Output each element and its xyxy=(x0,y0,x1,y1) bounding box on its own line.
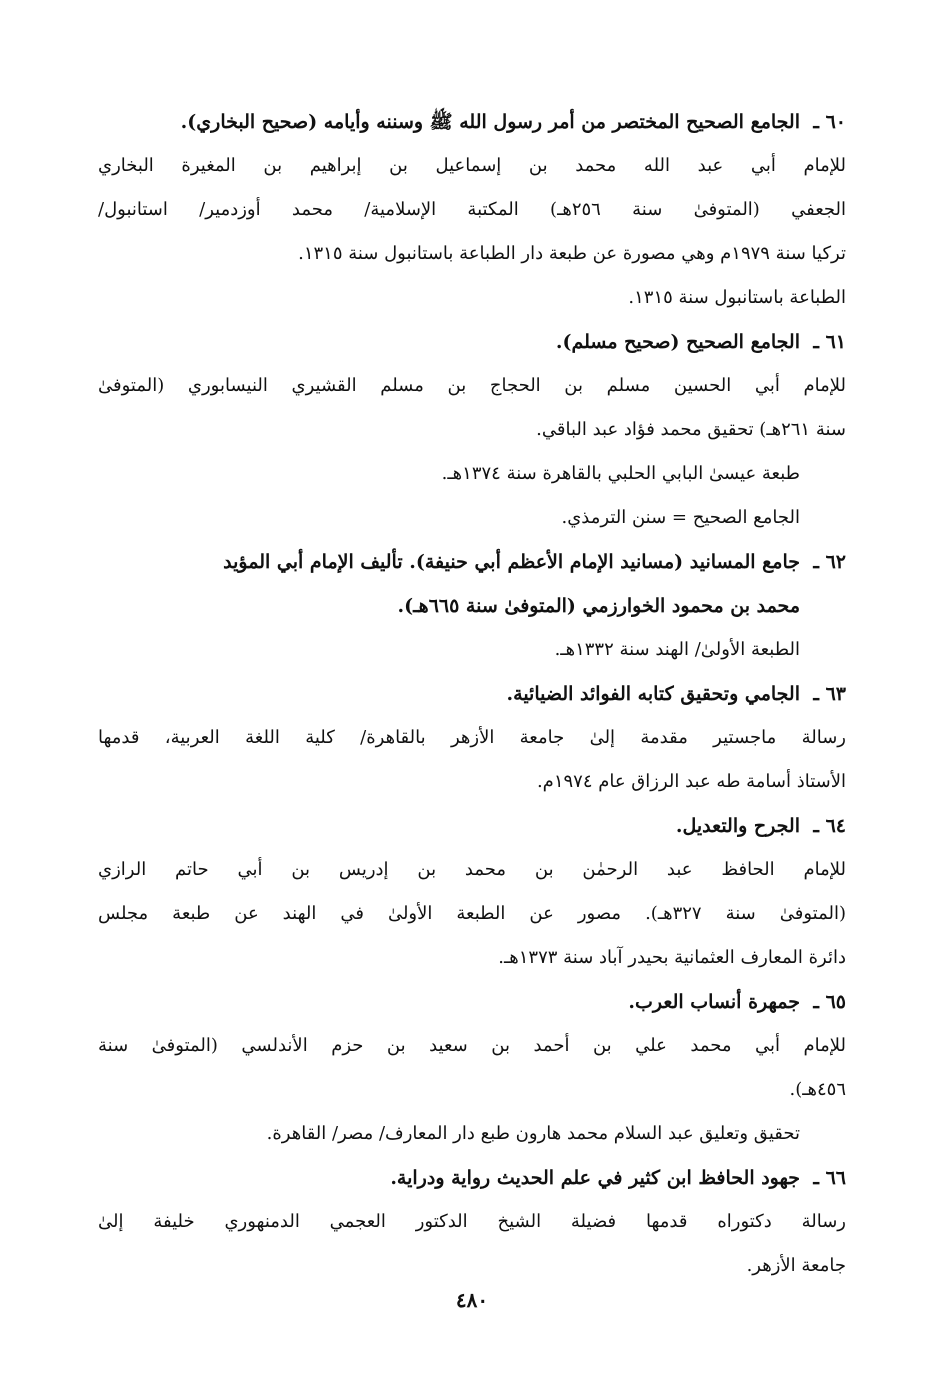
entry-line: للإمام أبي محمد علي بن أحمد بن سعيد بن حزم الأندلسي (المتوفىٰ سنة xyxy=(98,1035,846,1056)
entry-63 xyxy=(98,672,846,804)
entry-61 xyxy=(98,320,846,540)
entry-title: الجرح والتعديل. xyxy=(675,815,800,837)
entry-line: للإمام أبي عبد الله محمد بن إسماعيل بن إبراهيم بن المغيرة البخاري xyxy=(98,155,846,176)
entry-title: جمهرة أنساب العرب. xyxy=(628,991,800,1013)
entry-number: ٦٥ ـ xyxy=(813,991,846,1013)
entry-title: جامع المسانيد (مسانيد الإمام الأعظم أبي حنيفة). تأليف الإمام أبي المؤيد xyxy=(223,551,800,573)
entry-title: الجامع الصحيح المختصر من أمر رسول الله ﷺ وسننه وأيامه (صحيح البخاري). xyxy=(180,111,800,133)
entry-line: سنة ٢٦١هـ) تحقيق محمد فؤاد عبد الباقي. xyxy=(536,419,846,440)
entry-line: للإمام أبي الحسين مسلم بن الحجاج بن مسلم القشيري النيسابوري (المتوفىٰ xyxy=(98,375,846,396)
entry-line: الجعفي (المتوفىٰ سنة ٢٥٦هـ) المكتبة الإسلامية/ محمد أوزدمير/ استانبول/ xyxy=(98,199,846,220)
entry-heading xyxy=(98,980,846,1024)
entry-number: ٦٢ ـ xyxy=(813,551,846,573)
entry-heading xyxy=(98,1156,846,1200)
entry-65 xyxy=(98,980,846,1156)
entry-line: رسالة ماجستير مقدمة إلىٰ جامعة الأزهر بالقاهرة/ كلية اللغة العربية، قدمها xyxy=(98,727,846,748)
entry-heading xyxy=(98,672,846,716)
entry-line: الطباعة باستانبول سنة ١٣١٥. xyxy=(628,287,846,308)
entry-number: ٦٤ ـ xyxy=(813,815,846,837)
entry-62 xyxy=(98,540,846,672)
entry-line: تحقيق وتعليق عبد السلام محمد هارون طبع دار المعارف/ مصر/ القاهرة. xyxy=(266,1123,800,1144)
entry-64 xyxy=(98,804,846,980)
entry-heading xyxy=(98,100,846,144)
entry-line: طبعة عيسىٰ البابي الحلبي بالقاهرة سنة ١٣٧٤هـ. xyxy=(441,463,800,484)
entry-heading xyxy=(98,320,846,364)
entry-line: جامعة الأزهر. xyxy=(746,1255,846,1276)
entry-heading xyxy=(98,540,846,584)
page-content xyxy=(98,100,846,1288)
entry-number: ٦٣ ـ xyxy=(813,683,846,705)
page-number: ٤٨٠ xyxy=(455,1288,489,1312)
entry-60 xyxy=(98,100,846,320)
entry-line: للإمام الحافظ عبد الرحمٰن بن محمد بن إدريس بن أبي حاتم الرازي xyxy=(98,859,846,880)
entry-number: ٦٦ ـ xyxy=(813,1167,846,1189)
entry-title: جهود الحافظ ابن كثير في علم الحديث رواية ودراية. xyxy=(390,1167,800,1189)
entry-line: ٤٥٦هـ). xyxy=(789,1079,846,1100)
entry-line: الأستاذ أسامة طه عبد الرزاق عام ١٩٧٤م. xyxy=(536,771,846,792)
entry-heading xyxy=(98,804,846,848)
entry-line: الجامع الصحيح = سنن الترمذي. xyxy=(561,507,800,528)
entry-line: رسالة دكتوراه قدمها فضيلة الشيخ الدكتور العجمي الدمنهوري خليفة إلىٰ xyxy=(98,1211,846,1232)
entry-number: ٦١ ـ xyxy=(813,331,846,353)
entry-line: تركيا سنة ١٩٧٩م وهي مصورة عن طبعة دار الطباعة باستانبول سنة ١٣١٥. xyxy=(298,243,846,264)
entry-line: الطبعة الأولىٰ/ الهند سنة ١٣٣٢هـ. xyxy=(554,639,800,660)
entry-number: ٦٠ ـ xyxy=(813,111,846,133)
entry-title-continuation: محمد بن محمود الخوارزمي (المتوفىٰ سنة ٦٦٥هـ). xyxy=(397,595,800,617)
entry-66 xyxy=(98,1156,846,1288)
entry-title: الجامع الصحيح (صحيح مسلم). xyxy=(555,331,800,353)
entry-line: (المتوفىٰ سنة ٣٢٧هـ). مصور عن الطبعة الأولىٰ في الهند عن طبعة مجلس xyxy=(98,903,846,924)
entry-line: دائرة المعارف العثمانية بحيدر آباد سنة ١٣٧٣هـ. xyxy=(498,947,846,968)
entry-title: الجامي وتحقيق كتابه الفوائد الضيائية. xyxy=(506,683,800,705)
